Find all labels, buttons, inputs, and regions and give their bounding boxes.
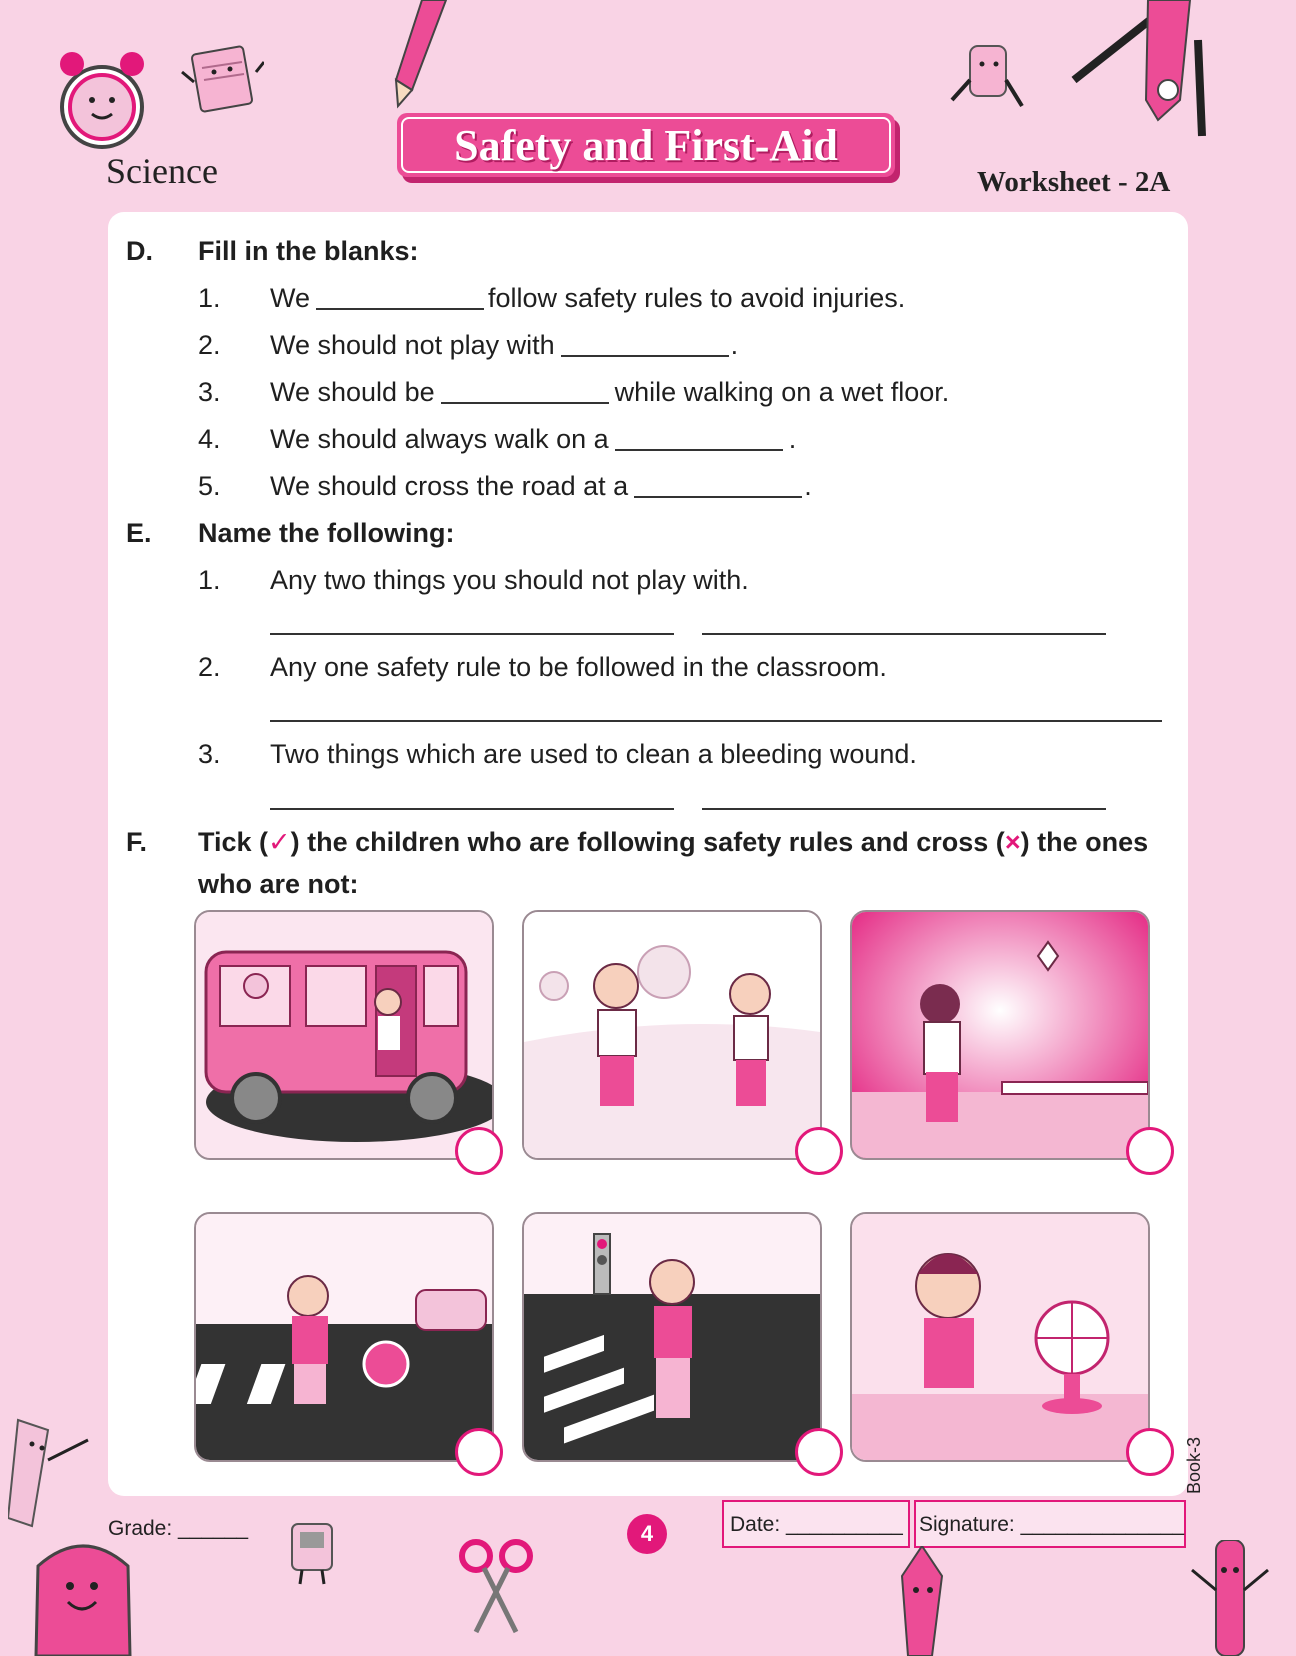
d-q4-before: We should always walk on a (270, 424, 609, 454)
ruler-character-icon (8, 1410, 98, 1530)
d-q5-blank[interactable] (634, 496, 802, 498)
d-q2-line (270, 330, 738, 361)
d-q5-after: . (804, 471, 812, 501)
school-bag-icon (18, 1526, 148, 1656)
d-q3-after: while walking on a wet floor. (614, 377, 950, 407)
crayon-character-icon (886, 1546, 956, 1656)
kite-roof-illustration (852, 912, 1148, 1158)
e-q1-number: 1. (198, 565, 221, 595)
picture-child-fan (850, 1212, 1150, 1462)
d-q4-number: 4. (198, 424, 221, 454)
notepad-icon (178, 42, 264, 122)
section-f-title (198, 827, 1148, 858)
alarm-clock-icon (52, 42, 152, 162)
picture-child-zebra-crossing (522, 1212, 822, 1462)
worksheet-label: Worksheet - 2A (977, 166, 1171, 198)
d-q2-before: We should not play with (270, 330, 555, 360)
e-q2-answer[interactable] (270, 720, 1162, 722)
children-throwing-illustration (524, 912, 820, 1158)
zebra-crossing-illustration (524, 1214, 820, 1460)
signature-field: Signature: ______________ (919, 1513, 1185, 1536)
answer-circle-1[interactable] (455, 1127, 503, 1175)
d-q4-after: . (788, 424, 797, 454)
f-title-part3: ) the ones (1020, 827, 1149, 857)
d-q1-after: follow safety rules to avoid injuries. (488, 283, 906, 313)
title-banner (397, 113, 895, 177)
d-q4-blank[interactable] (615, 449, 783, 451)
d-q2-number: 2. (198, 330, 221, 360)
picture-child-ball-road (194, 1212, 494, 1462)
e-q2-text: Any one safety rule to be followed in the classroom. (270, 652, 887, 682)
f-title-part2: ) the children who are following safety rules and cross ( (290, 827, 1005, 857)
e-q2-number: 2. (198, 652, 221, 682)
e-q3-text: Two things which are used to clean a bleeding wound. (270, 739, 917, 769)
answer-circle-6[interactable] (1126, 1428, 1174, 1476)
d-q5-before: We should cross the road at a (270, 471, 629, 501)
answer-circle-4[interactable] (455, 1428, 503, 1476)
signature-box[interactable] (914, 1500, 1186, 1548)
section-e-letter: E. (126, 518, 152, 548)
d-q1-blank[interactable] (316, 308, 484, 310)
date-box[interactable] (722, 1500, 910, 1548)
answer-circle-2[interactable] (795, 1127, 843, 1175)
pen-compass-icon (1070, 0, 1210, 140)
f-title-part1: Tick ( (198, 827, 269, 857)
d-q2-after: . (730, 330, 739, 360)
e-q3-answer-1[interactable] (270, 808, 674, 810)
d-q5-line (270, 471, 812, 502)
answer-circle-5[interactable] (795, 1428, 843, 1476)
e-q1-answer-1[interactable] (270, 633, 674, 635)
e-q3-answer-2[interactable] (702, 808, 1106, 810)
d-q3-number: 3. (198, 377, 221, 407)
answer-circle-3[interactable] (1126, 1127, 1174, 1175)
child-fan-illustration (852, 1214, 1148, 1460)
d-q5-number: 5. (198, 471, 221, 501)
d-q1-line (270, 283, 905, 314)
ball-road-illustration (196, 1214, 492, 1460)
pencil-icon (382, 0, 452, 110)
bus-illustration (196, 912, 492, 1158)
section-d-letter: D. (126, 236, 153, 266)
eraser-icon (946, 40, 1026, 120)
picture-bus-child (194, 910, 494, 1160)
book-label: Book-3 (1184, 1436, 1204, 1494)
pen-character-icon (1190, 1540, 1270, 1656)
picture-children-throwing-stones (522, 910, 822, 1160)
d-q4-line (270, 424, 796, 455)
d-q3-before: We should be (270, 377, 435, 407)
scissors-icon (456, 1536, 536, 1636)
section-d-title: Fill in the blanks: (198, 236, 419, 266)
section-f-letter: F. (126, 827, 148, 857)
e-q1-answer-2[interactable] (702, 633, 1106, 635)
subject-label: Science (106, 151, 218, 191)
sharpener-icon (282, 1518, 342, 1588)
cross-mark-icon: × (1004, 827, 1021, 857)
grade-field[interactable]: Grade: ______ (108, 1517, 249, 1540)
d-q3-line (270, 377, 949, 408)
d-q2-blank[interactable] (561, 355, 729, 357)
date-field: Date: __________ (730, 1513, 903, 1536)
tick-mark-icon: ✓ (268, 827, 291, 857)
d-q1-number: 1. (198, 283, 221, 313)
page-title: Safety and First-Aid (401, 117, 891, 173)
section-e-title: Name the following: (198, 518, 455, 548)
d-q3-blank[interactable] (441, 402, 609, 404)
e-q3-number: 3. (198, 739, 221, 769)
e-q1-text: Any two things you should not play with. (270, 565, 749, 595)
section-f-title-line2: who are not: (198, 869, 359, 899)
picture-child-kite-roof (850, 910, 1150, 1160)
page-number: 4 (627, 1514, 667, 1554)
d-q1-before: We (270, 283, 311, 313)
